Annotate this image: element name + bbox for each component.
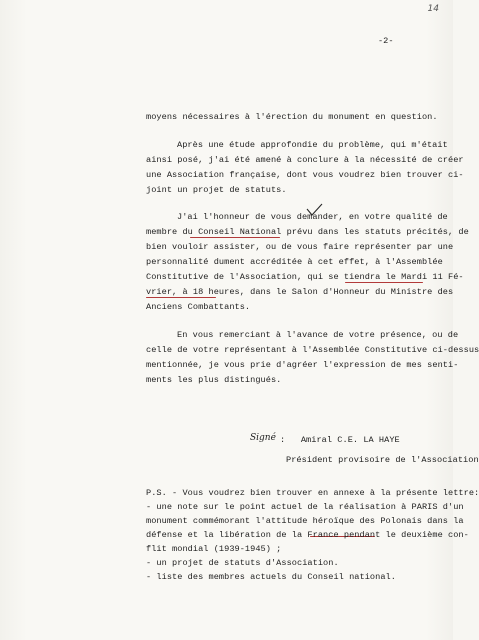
ps-line: monument commémorant l'attitude héroïque des Polonais dans la (146, 516, 464, 526)
red-underline (190, 237, 280, 238)
signatory-name: : Amiral C.E. LA HAYE (280, 435, 400, 445)
red-underline (146, 297, 216, 298)
body-line: Constitutive de l'Association, qui se tiendra le Mardi 11 Fé- (146, 272, 464, 282)
ps-line: - un projet de statuts d'Association. (146, 558, 339, 568)
ps-line: - liste des membres actuels du Conseil national. (146, 572, 396, 582)
body-line: une Association française, dont vous voudrez bien trouver ci- (146, 170, 464, 180)
check-mark-icon (306, 203, 324, 217)
signature-mark: Signé (250, 433, 276, 443)
ps-line: flit mondial (1939-1945) ; (146, 544, 282, 554)
body-line: personnalité dument accréditée à cet effet, à l'Assemblée (146, 257, 443, 267)
body-line: bien vouloir assister, ou de vous faire représenter par une (146, 242, 454, 252)
body-line: joint un projet de statuts. (146, 185, 287, 195)
page-number: -2- (378, 36, 394, 46)
signatory-title: Président provisoire de l'Association (286, 455, 479, 465)
body-line: En vous remerciant à l'avance de votre présence, ou de (177, 330, 459, 340)
body-line: membre du Conseil National prévu dans les statuts précités, de (146, 227, 469, 237)
body-line: moyens nécessaires à l'érection du monument en question. (146, 112, 438, 122)
folio-number: 14 (427, 4, 439, 14)
body-line: ainsi posé, j'ai été amené à conclure à la nécessité de créer (146, 155, 464, 165)
ps-line: - une note sur le point actuel de la réalisation à PARIS d'un (146, 502, 464, 512)
body-line: Anciens Combattants. (146, 302, 251, 312)
body-line: mentionnée, je vous prie d'agréer l'expression de mes senti- (146, 360, 459, 370)
body-line: J'ai l'honneur de vous demander, en votre qualité de (177, 212, 448, 222)
body-line: ments les plus distingués. (146, 375, 282, 385)
body-line: vrier, à 18 heures, dans le Salon d'Honneur du Ministre des (146, 287, 454, 297)
body-line: Après une étude approfondie du problème, qui m'était (177, 140, 448, 150)
body-line: celle de votre représentant à l'Assemblée Constitutive ci-dessus (146, 345, 479, 355)
ps-line: défense et la libération de la France pendant le deuxième con- (146, 530, 469, 540)
red-underline (345, 282, 423, 283)
ps-line: P.S. - Vous voudrez bien trouver en annexe à la présente lettre: (146, 488, 479, 498)
